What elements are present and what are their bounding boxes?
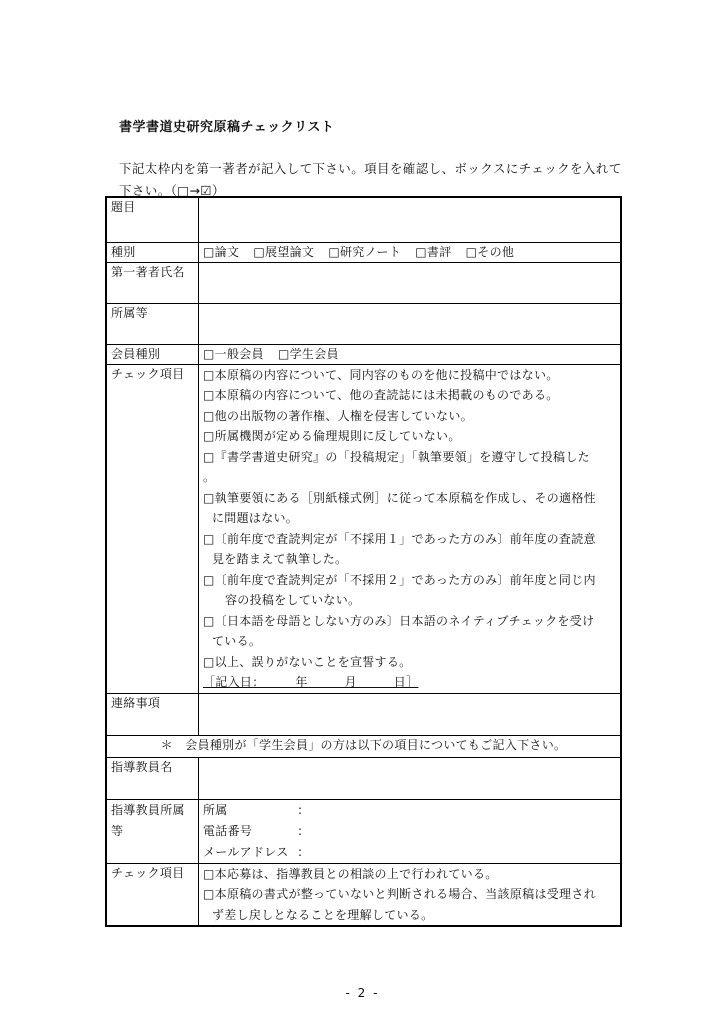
check-item[interactable]: □本原稿の内容について、同内容のものを他に投稿中ではない。 [203, 367, 559, 382]
check-item-continuation: に問題はない。 [212, 511, 299, 525]
check-items-label: チェック項目 [106, 364, 199, 693]
advisor-phone-row[interactable] [203, 821, 616, 842]
advisor-phone-key: 電話番号 [203, 823, 253, 838]
type-label: 種別 [106, 242, 199, 262]
author-label: 第一著者氏名 [106, 262, 199, 303]
document-title: 書学書道史研究原稿チェックリスト [119, 120, 335, 135]
member-type-label: 会員種別 [106, 344, 199, 364]
check-item-continuation: 容の投稿をしていない。 [225, 593, 361, 607]
checklist-form [105, 196, 622, 927]
check-item[interactable]: □〔日本語を母語としない方のみ〕日本語のネイティブチェックを受け [203, 613, 595, 628]
separator: : [298, 802, 303, 817]
type-options [199, 242, 622, 262]
type-option-paper[interactable]: □論文 [203, 244, 240, 259]
check-item-continuation: ている。 [212, 634, 262, 648]
check-items [199, 364, 622, 693]
check-item[interactable]: □〔前年度で査読判定が「不採用２」であった方のみ〕前年度と同じ内 [203, 572, 596, 587]
declaration-checkbox[interactable]: □以上、誤りがないことを宣誓する。 [203, 654, 412, 669]
affiliation-field[interactable] [199, 303, 622, 344]
separator: : [298, 844, 303, 859]
check-item[interactable]: □『書学書道史研究』の「投稿規定」「執筆要領」を遵守して投稿した [203, 449, 590, 464]
advisor-aff-key: 所属 [203, 802, 228, 817]
advisor-name-field[interactable] [199, 757, 622, 799]
type-option-other[interactable]: □その他 [465, 244, 515, 259]
member-option-general[interactable]: □一般会員 [203, 346, 264, 361]
type-option-review-paper[interactable]: □展望論文 [253, 244, 315, 259]
check-item[interactable]: □本応募は、指導教員との相談の上で行われている。 [203, 866, 498, 881]
advisor-affiliation-label: 指導教員所属等 [106, 799, 199, 863]
check-item-continuation: 見を踏まえて執筆した。 [212, 552, 348, 566]
check-item[interactable]: □本原稿の内容について、他の査読誌には未掲載のものである。 [203, 388, 559, 402]
title-field[interactable] [199, 197, 622, 242]
check-item[interactable]: □執筆要領にある［別紙様式例］に従って本原稿を作成し、その適格性 [203, 490, 596, 505]
check-item-continuation: ず差し戻しとなることを理解している。 [212, 907, 434, 922]
contact-label: 連絡事項 [106, 693, 199, 735]
check-item[interactable]: □〔前年度で査読判定が「不採用１」であった方のみ〕前年度の査読意 [203, 531, 596, 546]
type-option-book-review[interactable]: □書評 [415, 244, 452, 259]
check-items-2 [199, 863, 622, 926]
separator: : [298, 823, 303, 838]
date-field[interactable]: ［記入日： 年 月 日］ [203, 675, 419, 689]
title-label: 題目 [106, 197, 199, 242]
check-items-2-label: チェック項目 [106, 863, 199, 926]
affiliation-label: 所属等 [106, 303, 199, 344]
check-item[interactable]: □所属機関が定める倫理規則に反していない。 [203, 429, 461, 443]
check-item-continuation: 。 [203, 470, 216, 484]
advisor-email-row[interactable] [203, 842, 616, 863]
author-field[interactable] [199, 262, 622, 303]
check-item[interactable]: □本原稿の書式が整っていないと判断される場合、当該原稿は受理され [203, 887, 596, 901]
advisor-affiliation-fields [199, 799, 622, 863]
member-type-options [199, 344, 622, 364]
contact-field[interactable] [199, 693, 622, 735]
advisor-name-label: 指導教員名 [106, 757, 199, 799]
member-option-student[interactable]: □学生会員 [277, 346, 339, 361]
instructions: 下記太枠内を第一著者が記入して下さい。項目を確認し、ボックスにチェックを入れて下さい。（□→☑） [119, 161, 622, 198]
advisor-aff-row[interactable] [203, 800, 616, 821]
check-item[interactable]: □他の出版物の著作権、人権を侵害していない。 [203, 408, 473, 423]
type-option-research-note[interactable]: □研究ノート [328, 244, 402, 259]
student-note: ＊ 会員種別が「学生会員」の方は以下の項目についてもご記入下さい。 [106, 735, 621, 757]
declaration-line [203, 652, 616, 693]
advisor-email-key: メールアドレス [203, 844, 289, 859]
page-number: - 2 - [345, 986, 380, 1000]
